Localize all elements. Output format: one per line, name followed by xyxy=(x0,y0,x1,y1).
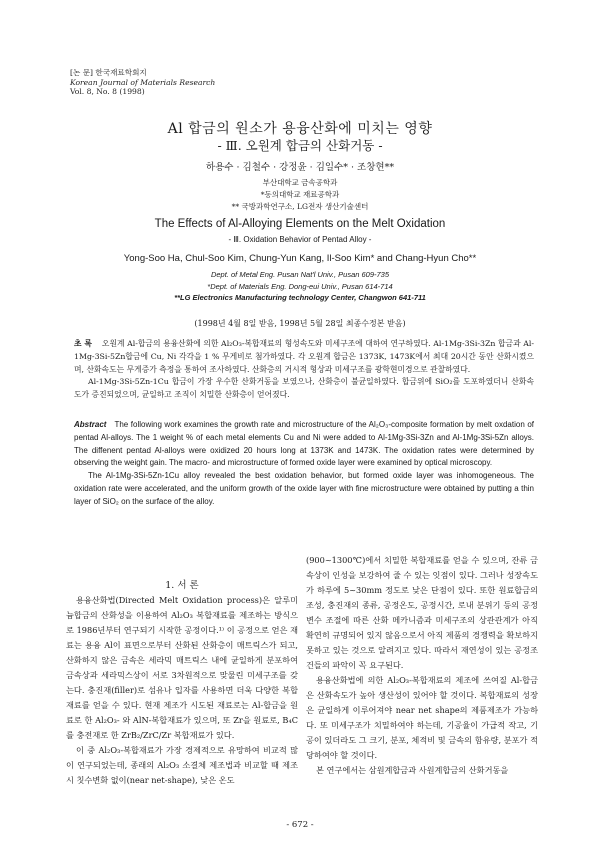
english-abstract-label: Abstract xyxy=(74,420,107,429)
journal-header xyxy=(70,68,215,97)
body-paragraph: 본 연구에서는 삼원계합금과 사원계합금의 산화거동을 xyxy=(316,765,509,775)
korean-abstract xyxy=(74,338,534,402)
english-title: The Effects of Al-Alloying Elements on the Melt Oxidation xyxy=(154,218,446,230)
korean-authors: 하용수 · 김철수 · 강정윤 · 김일수* · 조창현** xyxy=(205,162,395,173)
korean-affiliation: ** 국방과학연구소, LG전자 생산기술센터 xyxy=(231,202,369,211)
journal-header-line1: [논 문] 한국재료학회지 xyxy=(70,68,147,77)
english-abstract xyxy=(74,419,534,509)
korean-abstract-p1: 오원계 Al-합금의 용융산화에 의한 Al₂O₃-복합재료의 형성속도와 미세구조에 대하여 연구하였다. Al-1Mg-3Si-3Zn 합금과 Al-1Mg-3Si-5Zn합금에 Cu, Ni 각각을 1 % 무게비로 첨가하였다. 각 오원계 합금은 1373K, 1473K에서 최대 20시간 동안 산화시켰으며, 산화속도는 무게증가 측정을 통하여 조사하였다. 산화층의 거시적 형상과 미세구조를 광학현미경으로 관찰하였다. xyxy=(74,339,534,374)
english-authors: Yong-Soo Ha, Chul-Soo Kim, Chung-Yun Kang, Il-Soo Kim* and Chang-Hyun Cho** xyxy=(123,253,477,264)
section-heading: 1. 서 론 xyxy=(165,580,199,591)
english-affiliation: *Dept. of Materials Eng. Dong-eui Univ., Pusan 614-714 xyxy=(207,281,393,291)
korean-title: Al 합금의 원소가 용융산화에 미치는 영향 xyxy=(167,121,433,137)
english-affiliations xyxy=(0,269,600,304)
english-affiliation: **LG Electronics Manufacturing technology Center, Changwon 641-711 xyxy=(174,293,426,302)
left-column xyxy=(66,578,298,788)
body-paragraph: 용융산화법에 의한 Al₂O₃-복합재료의 제조에 쓰여질 Al-합금은 산화속도가 높아 생산성이 있어야 할 것이다. 복합재료의 성장은 균일하게 이루어져야 near net shape의 제품제조가 가능하다. 또 미세구조가 치밀하여야 하는데, 기공율이 가급적 작고, 기공이 있더라도 그 크기, 분포, 체적비 및 금속의 함유량, 분포가 적당하여야 할 것이다. xyxy=(306,675,538,760)
english-subtitle: - Ⅲ. Oxidation Behavior of Pentad Alloy - xyxy=(228,235,372,244)
english-abstract-p2: The Al-1Mg-3Si-5Zn-1Cu alloy revealed the best oxidation behavior, but formed oxide layer was inhomogeneous. The oxidation rate were accelerated, and the uniform growth of the oxide layer with fine microstructure were obtained by putting a thin layer of SiO₂ on the surface of the alloy. xyxy=(74,471,534,506)
korean-abstract-p2: Al-1Mg-3Si-5Zn-1Cu 합금이 가장 우수한 산화거동을 보였으나, 산화층이 불균일하였다. 합금위에 SiO₂를 도포하였더니 산화속도가 증진되었으며, 균일하고 조직이 치밀한 산화층이 얻어졌다. xyxy=(74,377,534,400)
korean-subtitle: - Ⅲ. 오원계 합금의 산화거동 - xyxy=(217,138,383,153)
english-affiliation: Dept. of Metal Eng. Pusan Nat'l Univ., Pusan 609-735 xyxy=(210,270,390,279)
received-dates: (1998년 4월 8일 받음, 1998년 5월 28일 최종수정본 받음) xyxy=(194,319,406,328)
body-paragraph: 용융산화법(Directed Melt Oxidation process)은 알루미늄합금의 산화성을 이용하여 Al₂O₃ 복합재료를 제조하는 방식으로 1986년부터 연구되기 시작한 공정이다.¹⁾ 이 공정으로 얻은 재료는 용융 Al이 표면으로부터 산화된 산화층이 매트릭스가 되고, 산화하지 않은 금속은 세라믹 매트릭스 내에 균일하게 분포하여 금속상과 세라믹스상이 서로 3차원적으로 맞물린 미세구조를 갖는다. 충진재(filler)로 섬유나 입자를 사용하면 더욱 다양한 복합재료를 얻을 수 있다. 현재 제조가 시도된 재료로는 Al-합금을 원료로 한 Al₂O₃- 와 AlN-복합재료가 있으며, 또 Zr을 원료로, B₄C를 충전재로 한 ZrB₂/ZrC/Zr 복합재료가 있다. xyxy=(66,595,298,740)
korean-affiliation: *동의대학교 재료공학과 xyxy=(260,190,340,199)
body-paragraph: 이 중 Al₂O₃-복합재료가 가장 경제적으로 유망하여 비교적 많이 연구되었는데, 종래의 Al₂O₃ 소결체 제조법과 비교할 때 제조시 칫수변화 없이(near net-shape), 낮은 온도 xyxy=(66,745,298,785)
korean-affiliations xyxy=(0,177,600,213)
journal-header-line3: Vol. 8, No. 8 (1998) xyxy=(70,87,145,96)
body-paragraph: (900~1300℃)에서 치밀한 복합재료를 얻을 수 있으며, 잔류 금속상이 인성을 보강하여 줄 수 있는 잇점이 있다. 그러나 성장속도가 하루에 5~30mm 정도로 낮은 단점이 있다. 또한 원료합금의 조성, 충진재의 종류, 공정온도, 공정시간, 로내 분위기 등의 공정변수 조절에 따른 산화 메카니즘과 미세구조의 상관관계가 아직 확연히 규명되어 있지 않음으로서 아직 제품의 경쟁력을 확보하지 못하고 있는 것으로 알려지고 있다. 따라서 재연성이 있는 공정조건들의 파악이 꼭 요구된다. xyxy=(306,555,538,670)
korean-affiliation: 부산대학교 금속공학과 xyxy=(262,178,338,187)
journal-header-line2: Korean Journal of Materials Research xyxy=(70,77,216,87)
english-abstract-p1: The following work examines the growth rate and microstructure of the Al₂O₃-composite formation by melt oxdation of pentad Al-alloys. The 1 weight % of each metal elements Cu and Ni were added to Al-1Mg-3Si-3Zn and Al-1Mg-3Si-5Zn alloys. The diffenent pentad Al-alloys were oxidized 20 hours long at 1373K and 1473K. The oxidation rates were determined by observing the weight gain. The macro- and microstructure of formed oxide layer were examined by optical microscopy. xyxy=(74,420,534,468)
korean-abstract-label: 초 록 xyxy=(74,339,92,348)
right-column xyxy=(306,553,538,778)
page-number: - 672 - xyxy=(286,820,314,830)
